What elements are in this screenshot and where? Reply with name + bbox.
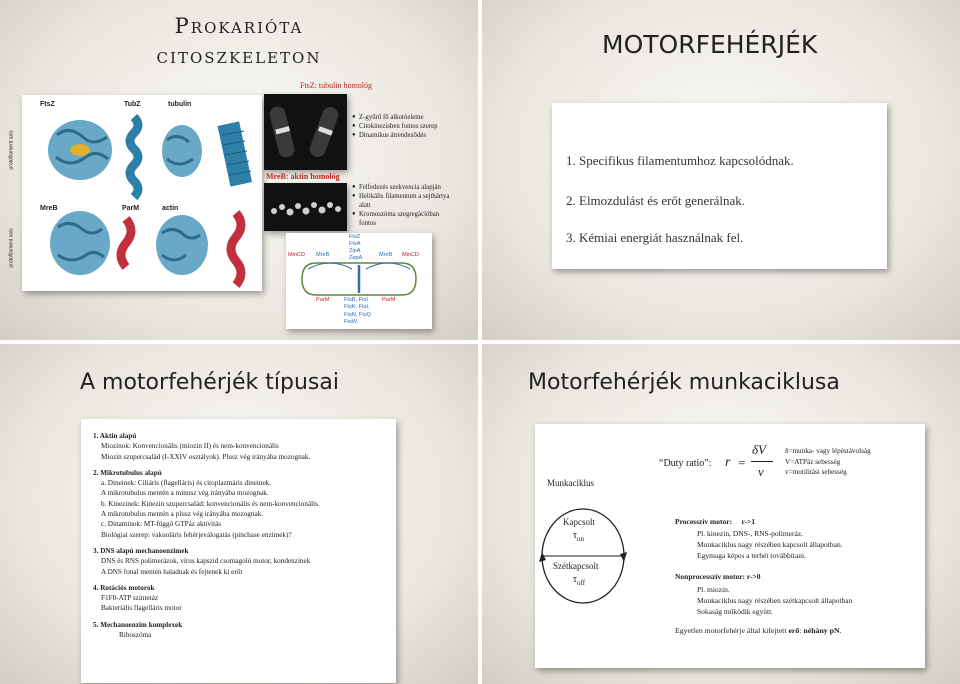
duty-ratio-r: r [725,455,731,470]
slide3-title: A motorfehérjék típusai [80,370,339,395]
list-item: A mikrotubulus mentén a plusz vég irányába mozognak. [101,510,264,519]
definition-list [785,446,871,478]
axis-label-top: protofilament axis [8,130,15,170]
list-item: A mikrotubulus mentén a minusz vég irányába mozognak. [101,489,269,498]
definition-item: V=ATPáz sebesség [785,457,841,466]
diagram-center-top-item: FtsZ [349,234,361,240]
ftsz-banner: FtsZ: tubulin homológ [300,81,373,90]
list-item: DNS és RNS polimerázok, vírus kapszid csomagoló motor, kondenzinek [101,557,311,566]
ftsz-bullet: ● Citokinezisben fontos szerep [352,122,477,131]
ftsz-bullet: ● Z-gyűrű fő alkotóeleme [352,113,477,122]
processive-details [697,528,843,561]
diagram-center-top-item: ZipA [349,248,361,254]
force-summary-bold2: néhány pN [803,626,840,635]
diagram-center-top [349,234,362,262]
processive-line: Pl. kinezin, DNS-, RNS-polimeráz. [697,529,804,538]
diagram-center-top-item: ZapA [349,255,363,261]
axis-label-bottom: protofilament axis [8,228,15,268]
definition-item: v=motilitási sebesség [785,468,847,476]
diagram-mreb-left: MreB [316,252,330,258]
duty-ratio-denominator: v [758,464,764,479]
list-item: Biológiai szerep: vakuoláris fehérjeválogatás (pinchase enzimek)? [101,530,292,539]
state-unbound-label: Szétkapcsolt [553,561,599,571]
diagram-parm-left: ParM [316,297,330,303]
diagram-mreb-right: MreB [379,252,393,258]
diagram-center-bottom [344,297,371,326]
list-heading: 3. DNS alapú mechanoenzimek [93,546,189,555]
slide2-title: MOTORFEHÉRJÉK [602,30,818,59]
protein-structure-figure [8,95,262,291]
slide1-title-line2: citoszkeleton [156,44,322,68]
label-parm: ParM [122,205,140,212]
nonprocessive-details [697,584,852,617]
slide4-content-card [535,424,925,668]
diagram-center-bottom-item: FtsN, FtsQ [344,311,372,318]
diagram-mincd-right: MinCD [402,252,420,258]
duty-ratio-equals: = [738,455,746,470]
diagram-center-bottom-item: FtsW [344,318,358,325]
cell-division-diagram [286,233,432,329]
slide-motor-types [0,344,478,684]
force-summary-prefix: Egyetlen motorfehérje által kifejtett [675,626,789,635]
label-tubulin: tubulin [168,101,192,108]
slide2-content-card [552,103,887,269]
tau-off-symbol: τ [573,574,578,585]
tau-on-subscript: on [577,535,585,543]
motor-types-list [93,431,389,640]
ftsz-bullets [352,113,477,140]
nonprocessive-line: Sokaság működik együtt. [697,607,774,616]
list-heading: 4. Rotációs motorok [93,583,155,592]
duty-ratio-label: “Duty ratio”: [659,458,712,469]
processive-heading: Processzív motor: r->1 [675,517,756,526]
diagram-parm-right: ParM [382,297,396,303]
label-ftsz: FtsZ [40,101,55,108]
nonprocessive-line: Munkaciklus nagy részében szétkapcsolt állapotban [697,596,853,605]
tau-off-subscript: off [577,579,586,587]
list-item: c. Dinaminok: MT-függő GTPáz aktivitás [101,520,222,529]
tau-on-symbol: τ [573,530,578,541]
duty-ratio-numerator: δV [752,442,766,457]
diagram-center-bottom-item: FtsK, FtsL [344,304,370,311]
slide2-item: 1. Specifikus filamentumhoz kapcsolódnak. [566,153,794,168]
tau-on-label [573,530,584,543]
list-heading: 5. Mechanoenzim komplexek [93,620,183,629]
tau-off-label [573,574,585,587]
force-summary-mid: : [799,626,804,635]
nonprocessive-heading: Nonprocesszív motor: r->0 [675,572,761,581]
slide-prokaryote-cytoskeleton [0,0,478,340]
mreb-micrograph [264,183,347,231]
processive-line: Munkaciklus nagy részében kapcsolt állapotban. [697,540,843,549]
list-item: A DNS fonal mentén haladnak és fejtenek ki erőt [101,567,243,576]
diagram-mincd-left: MinCD [288,252,306,258]
mreb-micrograph-svg [264,183,347,231]
protein-structures-svg [22,95,262,291]
mreb-bullet: ● Kromoszóma szegregációban fontos [352,210,452,228]
processive-line: Egymaga képes a terhét továbbítani. [697,551,806,560]
force-summary-end: . [839,626,842,635]
list-item: Miozinok: Konvencionális (miozin II) és nem-konvencionális [101,442,279,451]
diagram-center-bottom-item: FtsB, FtsI [344,297,368,303]
list-heading: 1. Aktin alapú [93,432,137,440]
definition-item: δ=munka- vagy lépéstávolság [785,447,871,455]
ftsz-bullet: ● Dinamikus átrendeződés [352,131,477,140]
label-mreb: MreB [40,205,58,212]
slide1-title-line1: Prokarióta [174,14,304,38]
mreb-heading: MreB: aktin homológ [266,172,340,181]
slide-motor-proteins [482,0,960,340]
force-summary [675,626,842,635]
slide4-title: Motorfehérjék munkaciklusa [528,370,840,395]
list-heading: 2. Mikrotubulus alapú [93,468,162,477]
nonprocessive-line: Pl. miozin. [697,585,730,594]
ftsz-micrograph-svg [264,94,347,170]
slide2-item: 3. Kémiai energiát használnak fel. [566,230,744,245]
slide2-item: 2. Elmozdulást és erőt generálnak. [566,193,746,208]
list-item: Riboszóma [119,631,152,640]
force-summary-bold1: erő [788,626,800,635]
list-item: b. Kinezinek: Kinezin szupercsalád: konvencionális és nem-konvencionális. [101,499,320,508]
slide-motor-workcycle [482,344,960,684]
diagram-center-top-item: FtsA [349,241,361,247]
list-item: Miozin szupercsalád (I-XXIV osztályok). Plusz vég irányába mozognak. [101,452,311,461]
label-actin: actin [162,205,179,212]
label-tubz: TubZ [124,101,141,108]
slide3-content-card [81,419,396,683]
state-bound-label: Kapcsolt [563,517,595,527]
ftsz-micrograph [264,94,347,170]
list-item: F1F0-ATP szintetáz [101,594,159,603]
mreb-bullets [352,183,452,228]
mreb-bullet: ● Helikális filamentum a sejthártya alatt [352,192,452,210]
workcycle-label: Munkaciklus [547,478,594,488]
list-item: a. Dineinek: Ciliáris (flagelláris) és citoplazmáris dineinek. [101,479,272,488]
list-item: Bakteriális flagelláris motor [101,604,182,613]
mreb-bullet: ● Felfedezés szekvencia alapján [352,183,452,192]
fraction-bar [751,461,773,462]
